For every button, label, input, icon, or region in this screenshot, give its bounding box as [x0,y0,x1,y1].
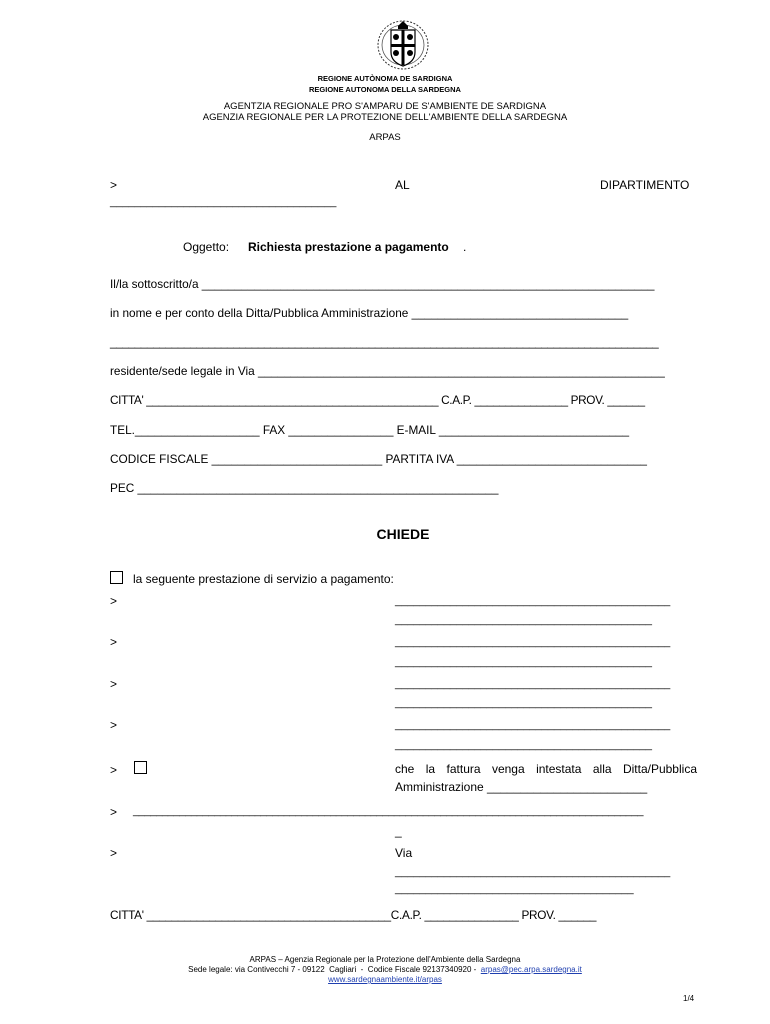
service-row-line[interactable]: _____________________________________________ [395,636,671,648]
service-row-line[interactable]: _____________________________________________ [395,678,671,690]
field-tel-fax-email[interactable]: TEL.___________________ FAX ________________ E-MAIL _____________________________ [110,423,630,437]
subject-label: Oggetto: [183,240,230,254]
footer-agency: ARPAS – Agenzia Regionale per la Protezione dell'Ambiente della Sardegna [249,955,521,964]
service-row-line[interactable]: __________________________________________ [395,614,652,626]
service-row-line[interactable]: __________________________________________ [395,739,652,751]
footer-website [0,975,770,984]
service-row-line[interactable]: __________________________________________ [395,697,652,709]
via-label: Via [395,846,413,860]
address-arrow: > [110,178,118,192]
page-number: 1/4 [683,994,695,1003]
subject-text: Richiesta prestazione a pagamento [248,240,449,254]
field-citta-cap-prov-2[interactable]: CITTA' _______________________________________C.A.P. _______________ PROV. ______ [110,908,597,922]
field-ditta-continued[interactable]: _________________________________________________________________________________________ [110,335,659,349]
chiede-heading: CHIEDE [376,526,430,542]
via-line[interactable]: _______________________________________ [395,883,634,895]
subject-dot: . [463,240,467,254]
footer-website-link[interactable]: www.sardegnaambiente.it/arpas [328,975,442,984]
field-pec[interactable]: PEC _______________________________________________________ [110,481,499,495]
agency-name-italian: AGENZIA REGIONALE PER LA PROTEZIONE DELL'AMBIENTE DELLA SARDEGNA [202,112,568,123]
region-name-sardinian: REGIONE AUTÒNOMA DE SARDIGNA [317,74,453,83]
agency-acronym: ARPAS [369,132,401,143]
invoice-text: che la fattura venga intestata alla Ditta/Pubblica [395,762,697,776]
service-row-arrow: > [110,635,118,649]
invoice-arrow: > [110,763,118,777]
invoice-amministrazione[interactable]: Amministrazione ________________________ [395,780,648,794]
field-via[interactable]: residente/sede legale in Via ______________________________________________________________ [110,364,665,378]
address-dipartimento: DIPARTIMENTO [600,178,690,192]
via-arrow: > [110,846,118,860]
long-row-arrow: > [110,805,118,819]
sardinia-coat-of-arms-icon [376,18,430,72]
long-row-dash: _ [395,824,402,838]
footer-legal: Sede legale: via Contivecchi 7 - 09122 Cagliari - Codice Fiscale 92137340920 - [188,965,481,974]
invoice-checkbox[interactable] [134,761,147,774]
service-row-line[interactable]: _____________________________________________ [395,595,671,607]
service-checkbox[interactable] [110,571,123,584]
field-citta-cap-prov[interactable]: CITTA' _______________________________________________ C.A.P. _______________ PROV. ______ [110,393,645,407]
agency-name-sardinian: AGENTZIA REGIONALE PRO S'AMPARU DE S'AMBIENTE DE SARDIGNA [223,101,547,112]
service-row-line[interactable]: _____________________________________________ [395,719,671,731]
field-cf-piva[interactable]: CODICE FISCALE __________________________ PARTITA IVA _____________________________ [110,452,647,466]
long-row-line[interactable]: ________________________________________________________________________________________ [133,805,644,817]
via-line[interactable]: _____________________________________________ [395,866,671,878]
field-sottoscritto[interactable]: Il/la sottoscritto/a _____________________________________________________________________ [110,277,655,291]
service-label: la seguente prestazione di servizio a pagamento: [133,572,394,586]
address-al: AL [395,178,410,192]
address-line: _____________________________________ [110,196,337,208]
service-row-line[interactable]: __________________________________________ [395,656,652,668]
region-name-italian: REGIONE AUTONOMA DELLA SARDEGNA [309,85,461,94]
footer-address [0,965,770,974]
service-row-arrow: > [110,594,118,608]
footer-email-link[interactable]: arpas@pec.arpa.sardegna.it [480,965,582,974]
service-row-arrow: > [110,677,118,691]
field-ditta[interactable]: in nome e per conto della Ditta/Pubblica Amministrazione _________________________________ [110,306,629,320]
service-row-arrow: > [110,718,118,732]
